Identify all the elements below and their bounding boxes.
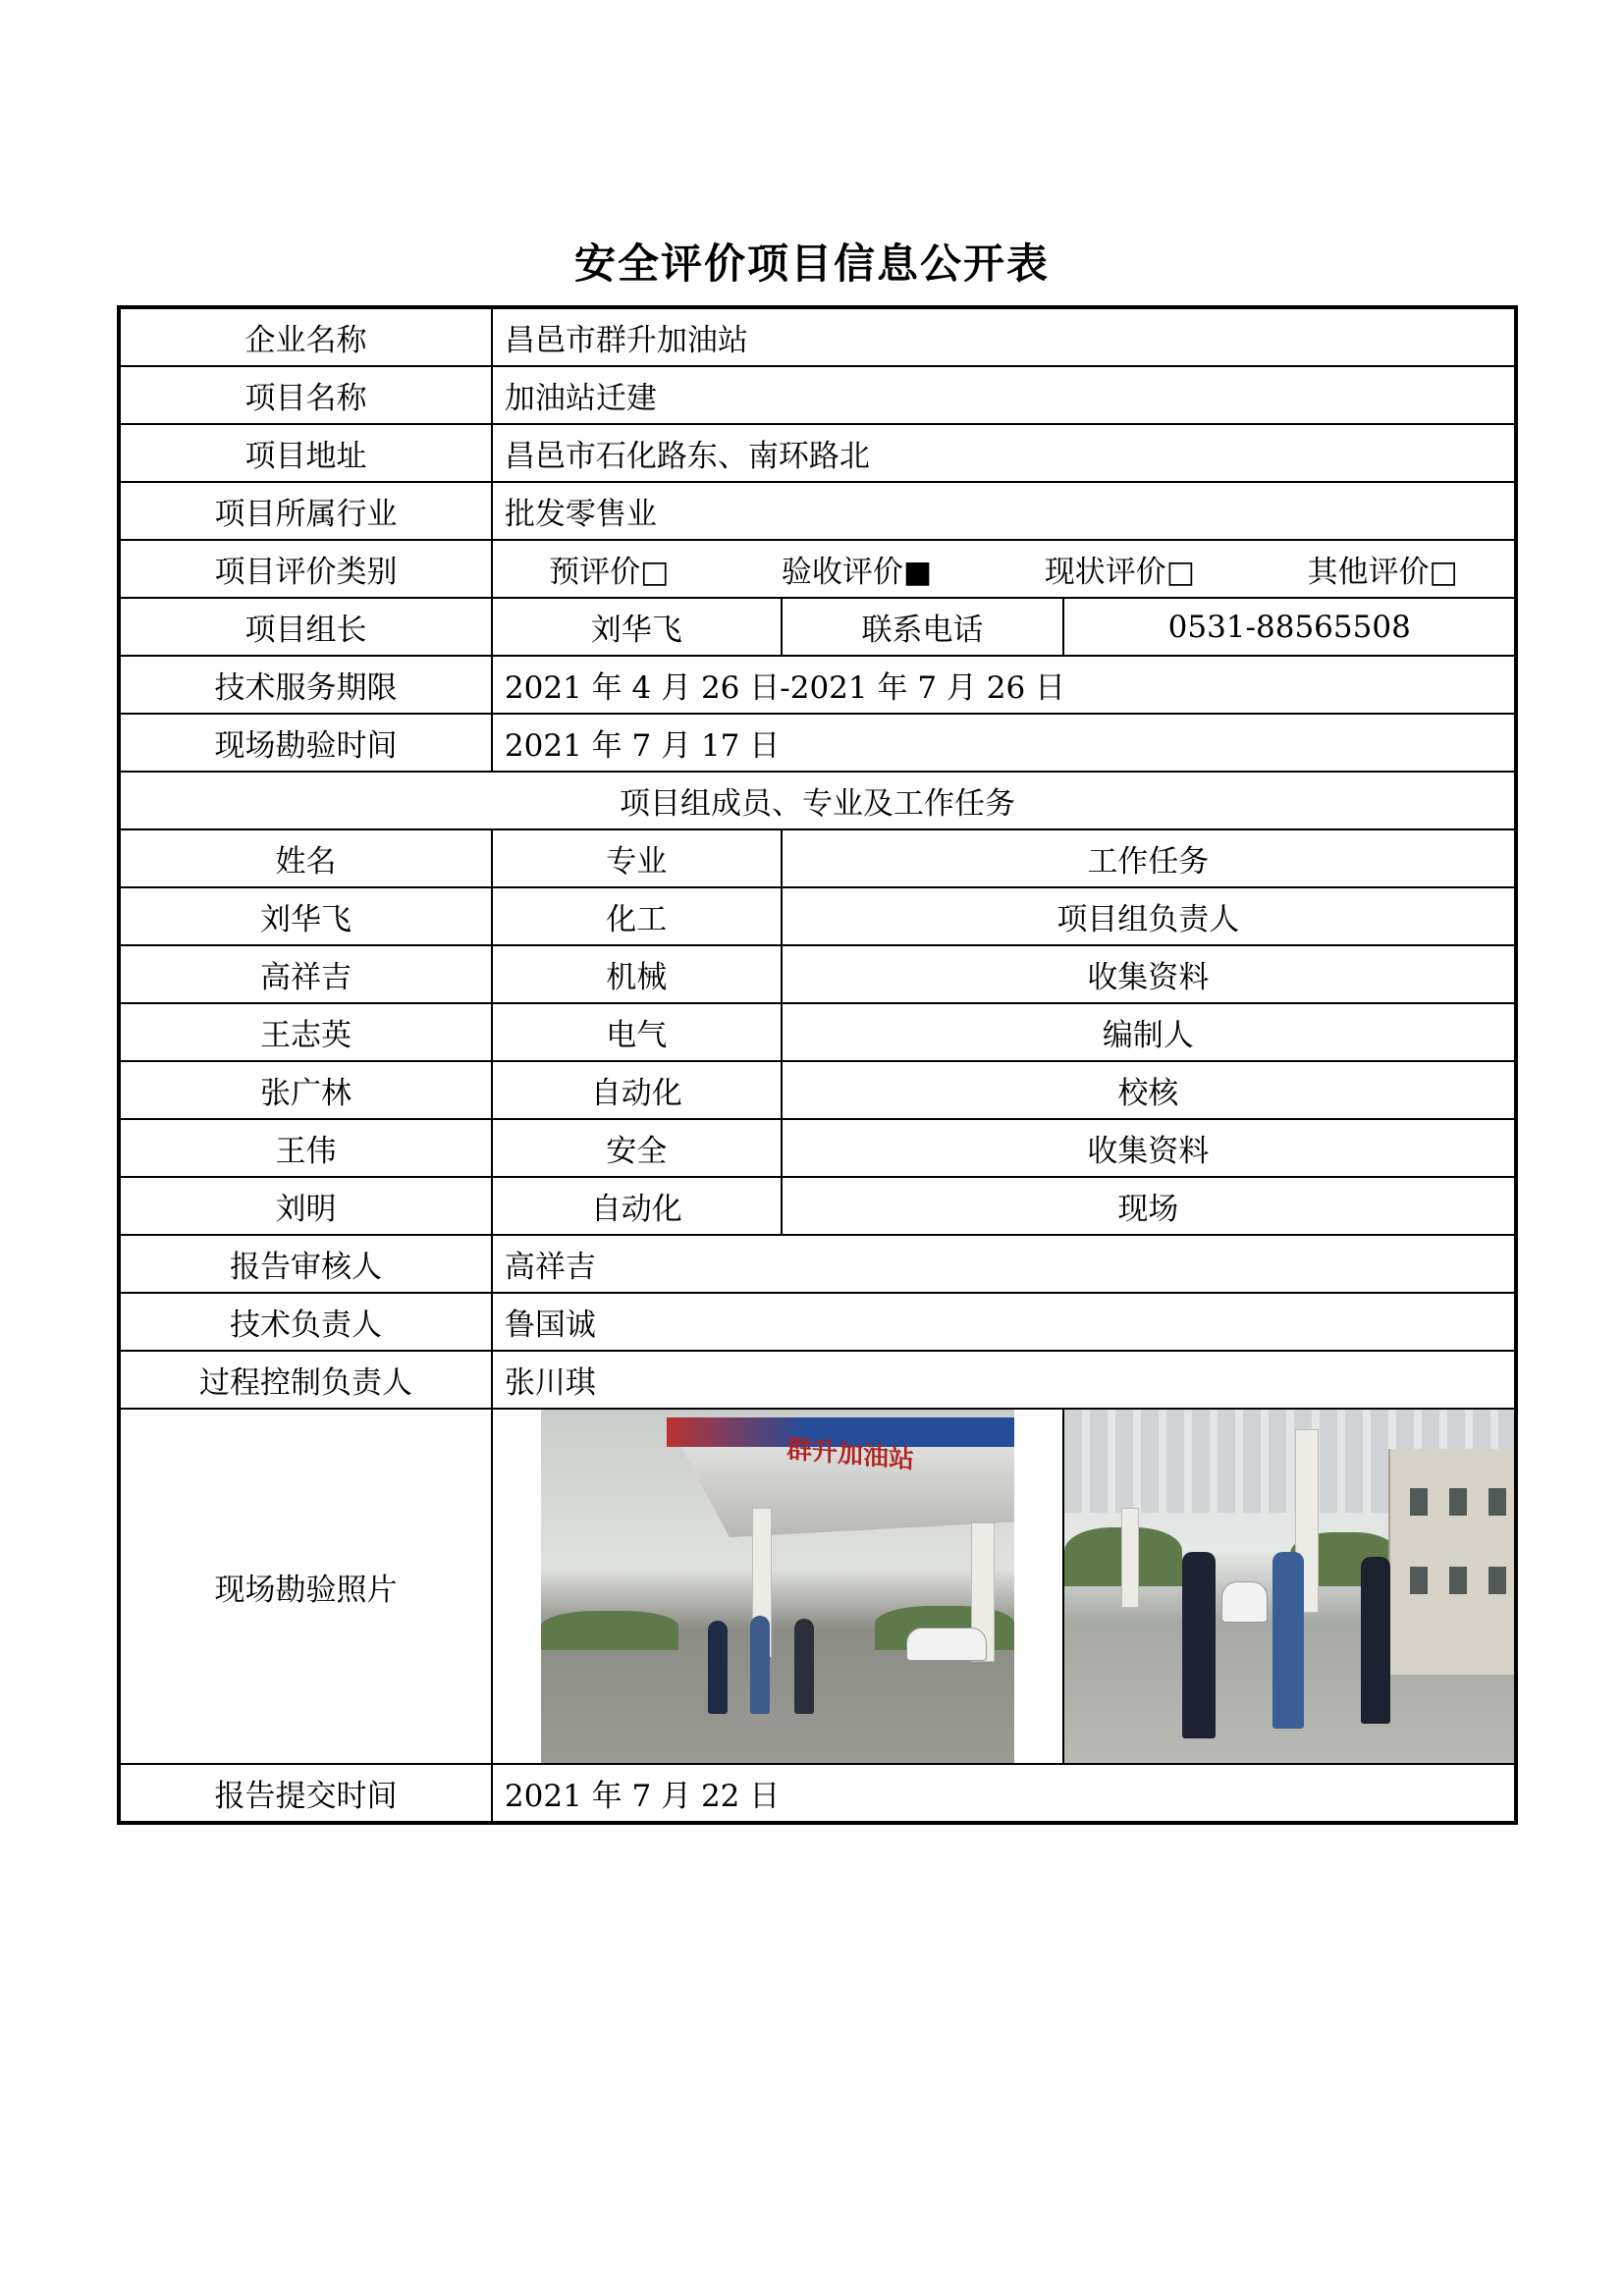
project-name-value: 加油站迁建 [492, 366, 1516, 424]
phone-value: 0531-88565508 [1063, 598, 1516, 656]
industry-value: 批发零售业 [492, 482, 1516, 540]
submit-value: 2021 年 7 月 22 日 [492, 1764, 1516, 1823]
option-acceptance-evaluation: 验收评价■ [781, 555, 933, 590]
leader-value: 刘华飞 [492, 598, 782, 656]
photo-cell-2 [1063, 1409, 1516, 1764]
checkbox-unchecked-icon: □ [640, 555, 670, 590]
info-table [117, 305, 1518, 1825]
header-task: 工作任务 [782, 829, 1516, 887]
option-pre-evaluation: 预评价□ [549, 555, 670, 590]
member-specialty: 化工 [492, 887, 782, 945]
project-name-label: 项目名称 [119, 366, 492, 424]
category-options [492, 540, 1516, 598]
reviewer-value: 高祥吉 [492, 1235, 1516, 1293]
row-project-name [119, 366, 1516, 424]
member-task: 项目组负责人 [782, 887, 1516, 945]
checkbox-unchecked-icon: □ [1429, 555, 1458, 590]
member-row [119, 1061, 1516, 1119]
checkbox-unchecked-icon: □ [1165, 555, 1195, 590]
reviewer-label: 报告审核人 [119, 1235, 492, 1293]
row-leader [119, 598, 1516, 656]
member-specialty: 安全 [492, 1119, 782, 1177]
member-row [119, 1177, 1516, 1235]
member-row [119, 945, 1516, 1003]
checkbox-checked-icon: ■ [902, 555, 933, 590]
member-name: 高祥吉 [119, 945, 492, 1003]
address-label: 项目地址 [119, 424, 492, 482]
industry-label: 项目所属行业 [119, 482, 492, 540]
member-specialty: 电气 [492, 1003, 782, 1061]
company-label: 企业名称 [119, 307, 492, 366]
row-process-lead [119, 1351, 1516, 1409]
row-category [119, 540, 1516, 598]
row-reviewer [119, 1235, 1516, 1293]
submit-label: 报告提交时间 [119, 1764, 492, 1823]
tech-lead-label: 技术负责人 [119, 1293, 492, 1351]
member-task: 编制人 [782, 1003, 1516, 1061]
page-title: 安全评价项目信息公开表 [573, 240, 1050, 288]
photos-label: 现场勘验照片 [119, 1409, 492, 1764]
members-section-title: 项目组成员、专业及工作任务 [119, 772, 1516, 829]
row-members-section [119, 772, 1516, 829]
row-survey-time [119, 714, 1516, 772]
row-address [119, 424, 1516, 482]
member-specialty: 自动化 [492, 1177, 782, 1235]
leader-label: 项目组长 [119, 598, 492, 656]
member-name: 王伟 [119, 1119, 492, 1177]
phone-label: 联系电话 [782, 598, 1064, 656]
member-name: 张广林 [119, 1061, 492, 1119]
site-photo-2 [1064, 1410, 1516, 1763]
address-value: 昌邑市石化路东、南环路北 [492, 424, 1516, 482]
members-header-row [119, 829, 1516, 887]
survey-time-value: 2021 年 7 月 17 日 [492, 714, 1516, 772]
member-task: 收集资料 [782, 945, 1516, 1003]
row-photos [119, 1409, 1516, 1764]
member-name: 刘明 [119, 1177, 492, 1235]
process-lead-value: 张川琪 [492, 1351, 1516, 1409]
service-period-label: 技术服务期限 [119, 656, 492, 714]
member-task: 现场 [782, 1177, 1516, 1235]
member-name: 刘华飞 [119, 887, 492, 945]
process-lead-label: 过程控制负责人 [119, 1351, 492, 1409]
category-label: 项目评价类别 [119, 540, 492, 598]
member-specialty: 自动化 [492, 1061, 782, 1119]
member-task: 收集资料 [782, 1119, 1516, 1177]
header-name: 姓名 [119, 829, 492, 887]
service-period-value: 2021 年 4 月 26 日-2021 年 7 月 26 日 [492, 656, 1516, 714]
station-sign-text: 群升加油站 [786, 1434, 915, 1475]
row-tech-lead [119, 1293, 1516, 1351]
member-specialty: 机械 [492, 945, 782, 1003]
member-row [119, 1003, 1516, 1061]
row-industry [119, 482, 1516, 540]
row-service-period [119, 656, 1516, 714]
member-task: 校核 [782, 1061, 1516, 1119]
site-photo-1 [541, 1410, 1014, 1763]
option-status-evaluation: 现状评价□ [1044, 555, 1195, 590]
row-company [119, 307, 1516, 366]
member-name: 王志英 [119, 1003, 492, 1061]
survey-time-label: 现场勘验时间 [119, 714, 492, 772]
tech-lead-value: 鲁国诚 [492, 1293, 1516, 1351]
row-submit [119, 1764, 1516, 1823]
header-specialty: 专业 [492, 829, 782, 887]
member-row [119, 1119, 1516, 1177]
member-row [119, 887, 1516, 945]
option-other-evaluation: 其他评价□ [1307, 555, 1458, 590]
photo-cell-1 [492, 1409, 1064, 1764]
company-value: 昌邑市群升加油站 [492, 307, 1516, 366]
